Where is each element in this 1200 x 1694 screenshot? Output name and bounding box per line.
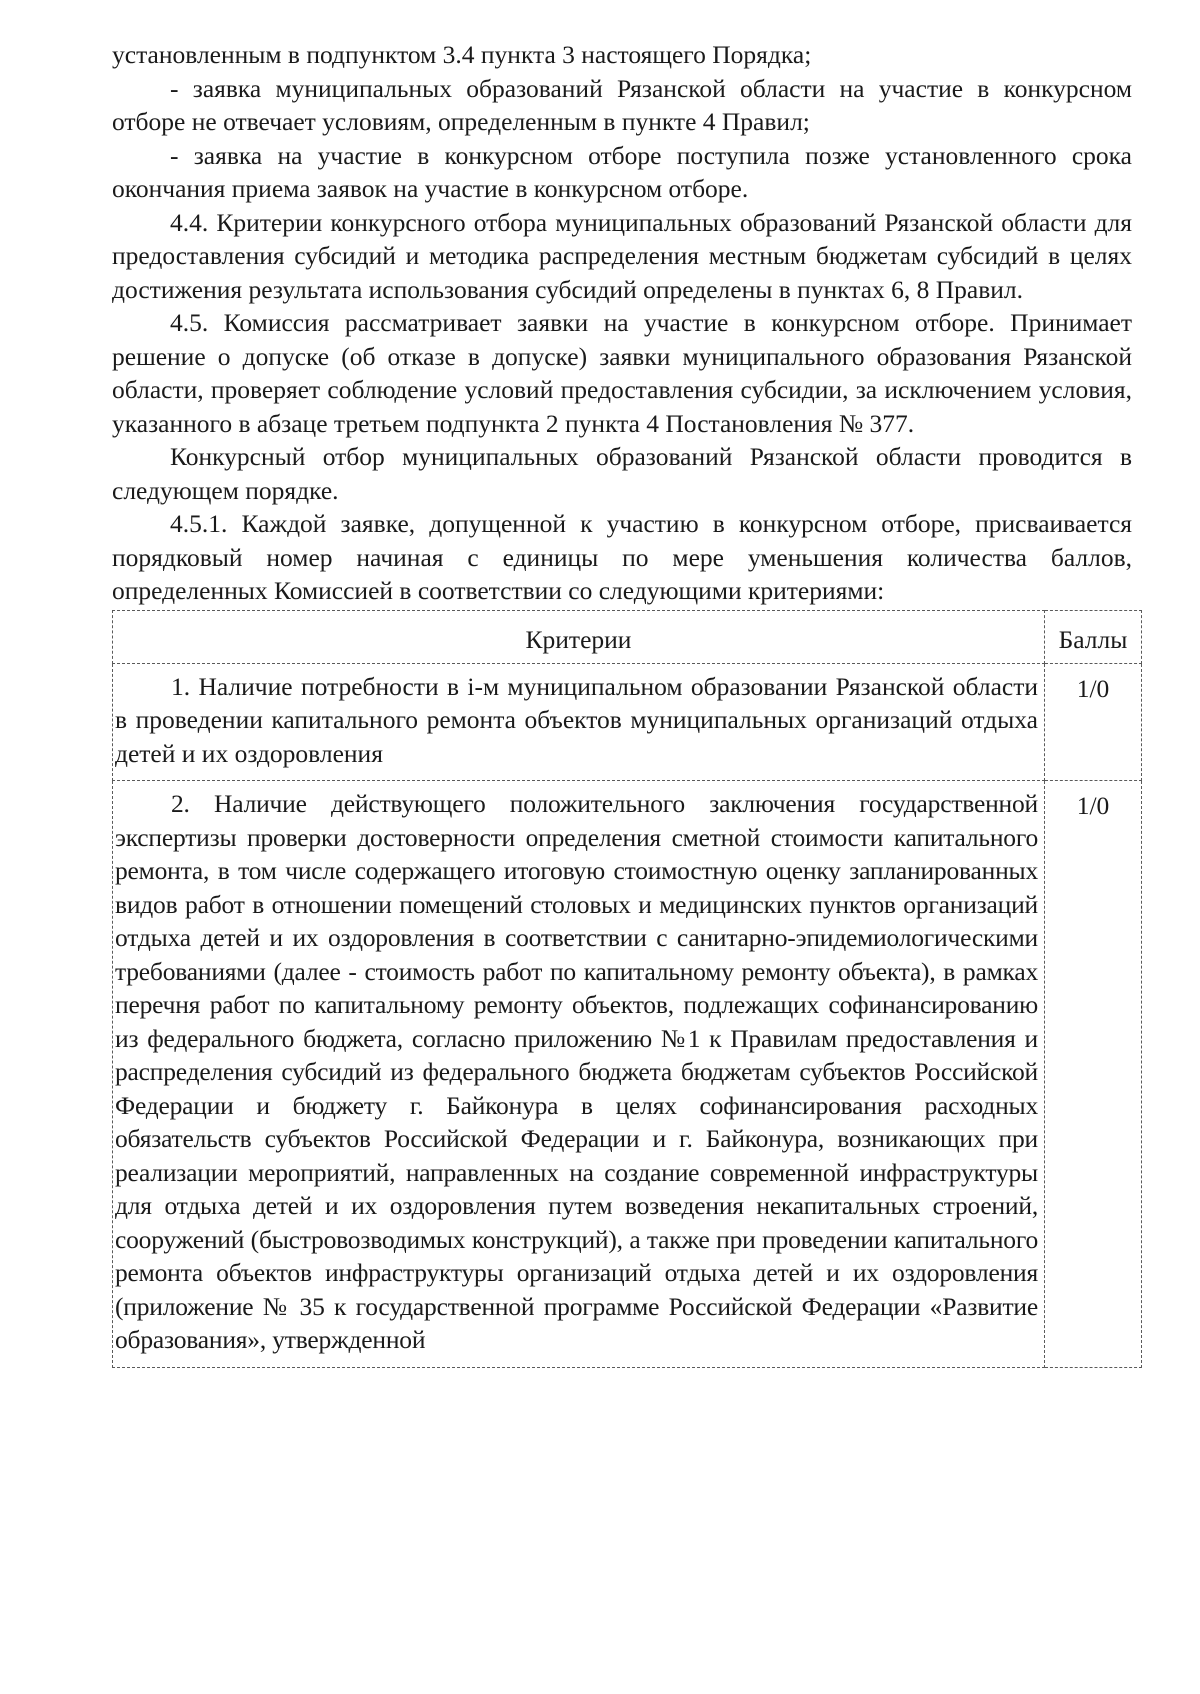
paragraph-4-5-1: 4.5.1. Каждой заявке, допущенной к участию в конкурсном отборе, присваивается порядковый номер начиная с единицы по мере уменьшения количества баллов, определенных Комиссией в соответствии со следующими критериями: (112, 509, 1132, 605)
paragraph-4-4: 4.4. Критерии конкурсного отбора муниципальных образований Рязанской области для предоставления субсидий и методика распределения местным бюджетам субсидий в целях достижения результата использования субсидий определены в пунктах 6, 8 Правил. (112, 207, 1132, 304)
paragraph-rejection-reason-1: - заявка муниципальных образований Рязанской области на участие в конкурсном отборе не отвечает условиям, определенным в пункте 4 Правил; (112, 73, 1132, 136)
criterion-cell (113, 781, 1045, 1368)
table-header-row (113, 610, 1142, 663)
paragraph-4-5: 4.5. Комиссия рассматривает заявки на участие в конкурсном отборе. Принимает решение о допуске (об отказе в допуске) заявки муниципального образования Рязанской области, проверяет соблюдение условий предоставления субсидии, за исключением условия, указанного в абзаце третьем подпункта 2 пункта 4 Постановления № 377. (112, 308, 1132, 438)
document-page (112, 38, 1132, 1368)
header-criteria: Критерии (113, 610, 1045, 663)
criterion-text: 1. Наличие потребности в i-м муниципальном образовании Рязанской области в проведении капитального ремонта объектов муниципальных организаций отдыха детей и их оздоровления (115, 671, 1038, 768)
points-cell: 1/0 (1045, 663, 1142, 781)
paragraph-selection-order: Конкурсный отбор муниципальных образований Рязанской области проводится в следующем порядке. (112, 442, 1132, 505)
paragraph-rejection-reason-2: - заявка на участие в конкурсном отборе поступила позже установленного срока окончания приема заявок на участие в конкурсном отборе. (112, 140, 1132, 203)
criteria-table (112, 610, 1142, 1368)
table-row (113, 663, 1142, 781)
table-row (113, 781, 1142, 1368)
paragraph-continuation: установленным в подпунктом 3.4 пункта 3 настоящего Порядка; (112, 40, 812, 69)
points-cell: 1/0 (1045, 781, 1142, 1368)
criterion-text: 2. Наличие действующего положительного заключения государственной экспертизы проверки достоверности определения сметной стоимости капитального ремонта, в том числе содержащего итоговую стоимостную оценку запланированных видов работ в отношении помещений столовых и медицинских пунктов организаций отдыха детей и их оздоровления в соответствии с санитарно-эпидемиологическими требованиями (далее - стоимость работ по капитальному ремонту объекта), в рамках перечня работ по капитальному ремонту объектов, подлежащих софинансированию из федерального бюджета, согласно приложению №1 к Правилам предоставления и распределения субсидий из федерального бюджета бюджетам субъектов Российской Федерации и бюджету г. Байконура в целях софинансирования расходных обязательств субъектов Российской Федерации и г. Байконура, возникающих при реализации мероприятий, направленных на создание современной инфраструктуры для отдыха детей и их оздоровления путем возведения некапитальных строений, сооружений (быстровозводимых конструкций), а также при проведении капитального ремонта объектов инфраструктуры организаций отдыха детей и их оздоровления (приложение № 35 к государственной программе Российской Федерации «Развитие образования», утвержденной (115, 789, 1038, 1354)
criterion-cell (113, 663, 1045, 781)
header-points: Баллы (1045, 610, 1142, 663)
